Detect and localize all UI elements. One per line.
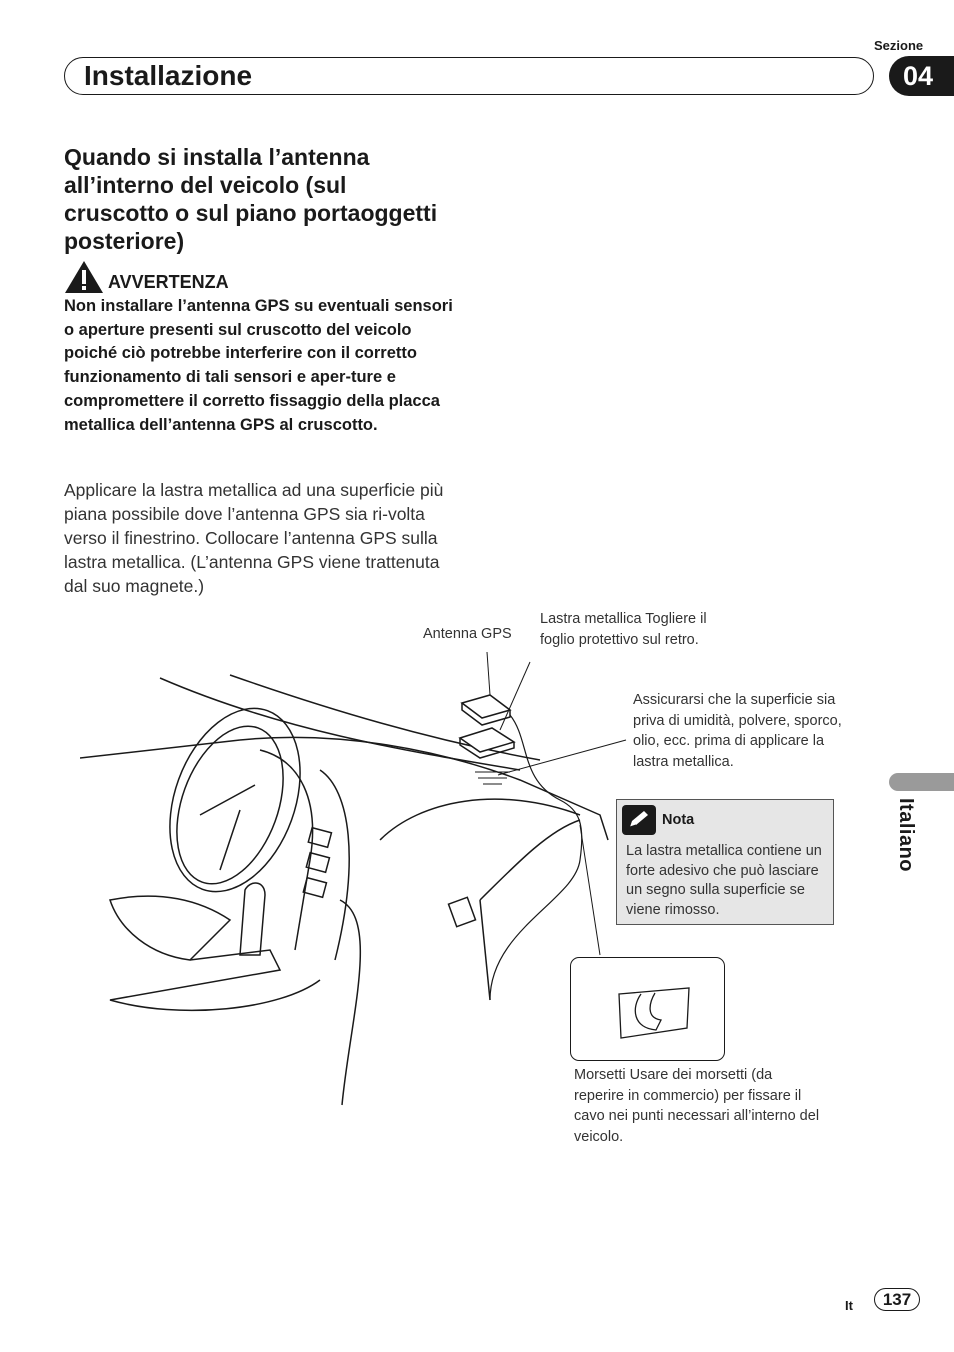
dashboard-illustration <box>80 600 640 1110</box>
language-label: Italiano <box>895 798 917 873</box>
callout-clamps: Morsetti Usare dei morsetti (da reperire in commercio) per fissare il cavo nei punti necessari all’interno del veicolo. <box>574 1067 820 1145</box>
section-heading: Quando si installa l’antenna all’interno del veicolo (sul cruscotto o sul piano portaoggetti posteriore) <box>64 144 438 254</box>
page-title: Installazione <box>84 60 253 91</box>
note-body: La lastra metallica contiene un forte adesivo che può lasciare un segno sulla superficie se viene rimosso. <box>626 843 822 919</box>
pencil-icon <box>622 805 656 835</box>
clamp-inset <box>570 957 725 1061</box>
warning-title: AVVERTENZA <box>108 272 229 292</box>
callout-surface: Assicurarsi che la superficie sia priva di umidità, polvere, sporco, olio, ecc. prima di applicare la lastra metallica. <box>633 692 842 770</box>
body-paragraph: Applicare la lastra metallica ad una superficie più piana possibile dove l’antenna GPS sia ri-volta verso il finestrino. Collocare l’antenna GPS sulla lastra metallica. (L’antenna GPS viene trattenuta dal suo magnete.) <box>64 480 444 596</box>
warning-body: Non installare l’antenna GPS su eventuali sensori o aperture presenti sul cruscotto del veicolo poiché ciò potrebbe interferire con il corretto funzionamento di tali sensori e aper-ture e compromettere il corretto fissaggio della placca metallica dell’antenna GPS al cruscotto. <box>64 297 453 434</box>
section-number-badge: 04 <box>889 56 954 96</box>
warning-icon <box>64 260 104 294</box>
section-label: Sezione <box>874 38 924 53</box>
note-title: Nota <box>662 812 695 828</box>
callout-metal-plate: Lastra metallica Togliere il foglio protettivo sul retro. <box>540 611 707 648</box>
callout-antenna: Antenna GPS <box>423 626 512 642</box>
page-number: 137 <box>874 1288 920 1311</box>
clamp-icon <box>571 958 726 1062</box>
language-tab <box>889 773 954 791</box>
language-code: It <box>845 1298 853 1313</box>
